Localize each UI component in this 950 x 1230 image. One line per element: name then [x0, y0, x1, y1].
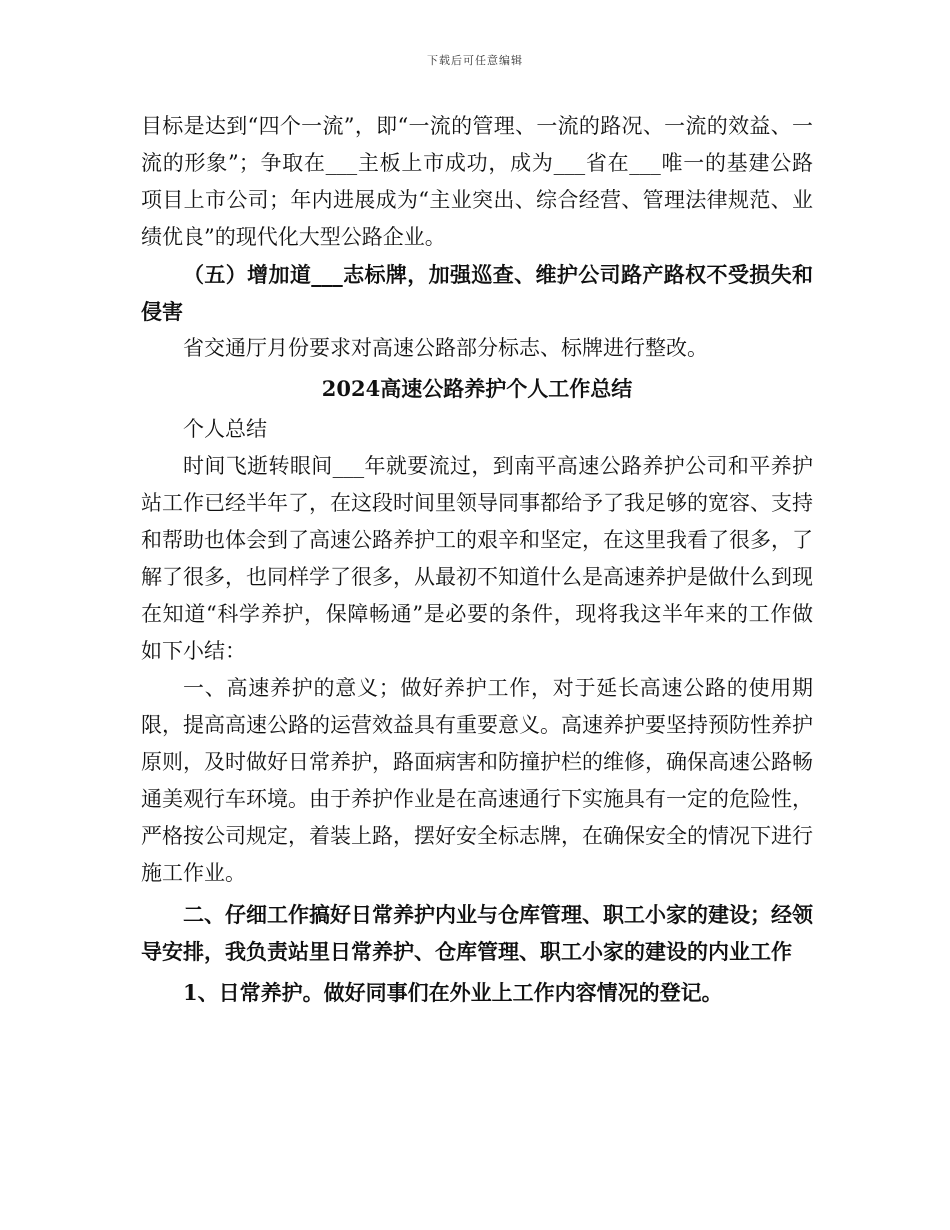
paragraph-signage: 省交通厅月份要求对高速公路部分标志、标牌进行整改。	[183, 336, 708, 360]
paragraph-intro: 时间飞逝转眼间___年就要流过，到南平高速公路养护公司和平养护站工作已经半年了，在这段时间里领导同事都给予了我足够的宽容、支持和帮助也体会到了高速公路养护工的艰辛和坚定，在这里我看了很多，了解了很多，也同样学了很多，从最初不知道什么是高速养护是做什么到现在知道“科学养护，保障畅通”是必要的条件，现将我这半年来的工作做如下小结：	[141, 454, 813, 663]
section-heading-5: （五）增加道___志标牌，加强巡查、维护公司路产路权不受损失和侵害	[141, 262, 813, 324]
page-header: 下载后可任意编辑	[427, 54, 523, 67]
paragraph-goals: 目标是达到“四个一流”，即“一流的管理、一流的路况、一流的效益、一流的形象”；争取在___主板上市成功，成为___省在___唯一的基建公路项目上市公司；年内进展成为“主业突出、综合经营、管理法律规范、业绩优良”的现代化大型公路企业。	[141, 114, 813, 249]
paragraph-section-1: 一、高速养护的意义；做好养护工作，对于延长高速公路的使用期限，提高高速公路的运营效益具有重要意义。高速养护要坚持预防性养护原则，及时做好日常养护，路面病害和防撞护栏的维修，确保高速公路畅通美观行车环境。由于养护作业是在高速通行下实施具有一定的危险性，严格按公司规定，着装上路，摆好安全标志牌，在确保安全的情况下进行施工作业。	[141, 676, 813, 885]
document-body	[141, 108, 813, 1011]
section-heading-2: 二、仔细工作搞好日常养护内业与仓库管理、职工小家的建设；经领导安排，我负责站里日常养护、仓库管理、职工小家的建设的内业工作	[141, 902, 813, 964]
document-title: 2024高速公路养护个人工作总结	[321, 376, 633, 401]
section-heading-2-1: 1、日常养护。做好同事们在外业上工作内容情况的登记。	[183, 980, 723, 1005]
paragraph-personal-summary: 个人总结	[183, 417, 267, 441]
